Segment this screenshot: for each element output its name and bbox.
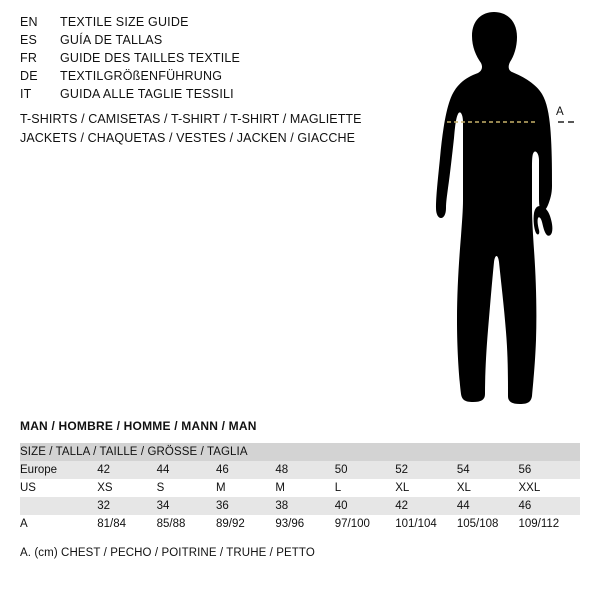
cell-us-3: M [275,479,334,497]
cell-numeric-2: 36 [216,497,275,515]
cell-us-0: XS [97,479,156,497]
cell-numeric-4: 40 [335,497,396,515]
language-row-it [20,87,420,105]
cell-europe-7: 56 [518,461,580,479]
cell-a-1: 85/88 [157,515,216,533]
language-text-fr: GUIDE DES TAILLES TEXTILE [60,51,241,65]
cell-europe-5: 52 [395,461,457,479]
table-header-label: SIZE / TALLA / TAILLE / GRÖSSE / TAGLIA [20,443,580,461]
table-header-row [20,443,580,461]
language-row-es [20,33,420,51]
language-code-en: EN [20,15,38,29]
measurement-label-a: A [556,106,565,118]
cell-europe-2: 46 [216,461,275,479]
cell-numeric-6: 44 [457,497,519,515]
language-code-it: IT [20,87,32,101]
cell-europe-4: 50 [335,461,396,479]
language-text-it: GUIDA ALLE TAGLIE TESSILI [60,87,234,101]
cell-numeric-1: 34 [157,497,216,515]
language-row-en [20,15,420,33]
language-header-block [20,15,420,105]
cell-us-7: XXL [518,479,580,497]
silhouette-svg [400,10,600,410]
size-table [20,443,580,533]
cell-numeric-3: 38 [275,497,334,515]
table-row [20,497,580,515]
language-text-es: GUÍA DE TALLAS [60,33,163,47]
row-label-europe: Europe [20,461,97,479]
language-text-en: TEXTILE SIZE GUIDE [60,15,189,29]
cell-us-5: XL [395,479,457,497]
cell-europe-3: 48 [275,461,334,479]
cell-numeric-5: 42 [395,497,457,515]
cell-europe-6: 54 [457,461,519,479]
cell-us-1: S [157,479,216,497]
language-row-fr [20,51,420,69]
category-line-tshirts: T-SHIRTS / CAMISETAS / T-SHIRT / T-SHIRT / MAGLIETTE [20,112,362,126]
male-silhouette-figure [400,10,600,410]
language-text-de: TEXTILGRÖßENFÜHRUNG [60,69,223,83]
table-footnote: A. (cm) CHEST / PECHO / POITRINE / TRUHE / PETTO [20,547,315,559]
category-block [20,110,440,148]
cell-a-2: 89/92 [216,515,275,533]
language-code-de: DE [20,69,38,83]
language-code-fr: FR [20,51,38,65]
table-row [20,461,580,479]
cell-us-2: M [216,479,275,497]
table-row [20,515,580,533]
cell-a-0: 81/84 [97,515,156,533]
cell-a-4: 97/100 [335,515,396,533]
language-row-de [20,69,420,87]
cell-a-6: 105/108 [457,515,519,533]
cell-europe-0: 42 [97,461,156,479]
cell-europe-1: 44 [157,461,216,479]
language-code-es: ES [20,33,38,47]
category-line-jackets: JACKETS / CHAQUETAS / VESTES / JACKEN / GIACCHE [20,131,356,145]
cell-numeric-0: 32 [97,497,156,515]
cell-a-7: 109/112 [518,515,580,533]
row-label-numeric [20,497,97,515]
table-row [20,479,580,497]
cell-a-3: 93/96 [275,515,334,533]
row-label-us: US [20,479,97,497]
cell-us-6: XL [457,479,519,497]
table-section-title: MAN / HOMBRE / HOMME / MANN / MAN [20,419,257,433]
row-label-a: A [20,515,97,533]
cell-us-4: L [335,479,396,497]
cell-numeric-7: 46 [518,497,580,515]
cell-a-5: 101/104 [395,515,457,533]
